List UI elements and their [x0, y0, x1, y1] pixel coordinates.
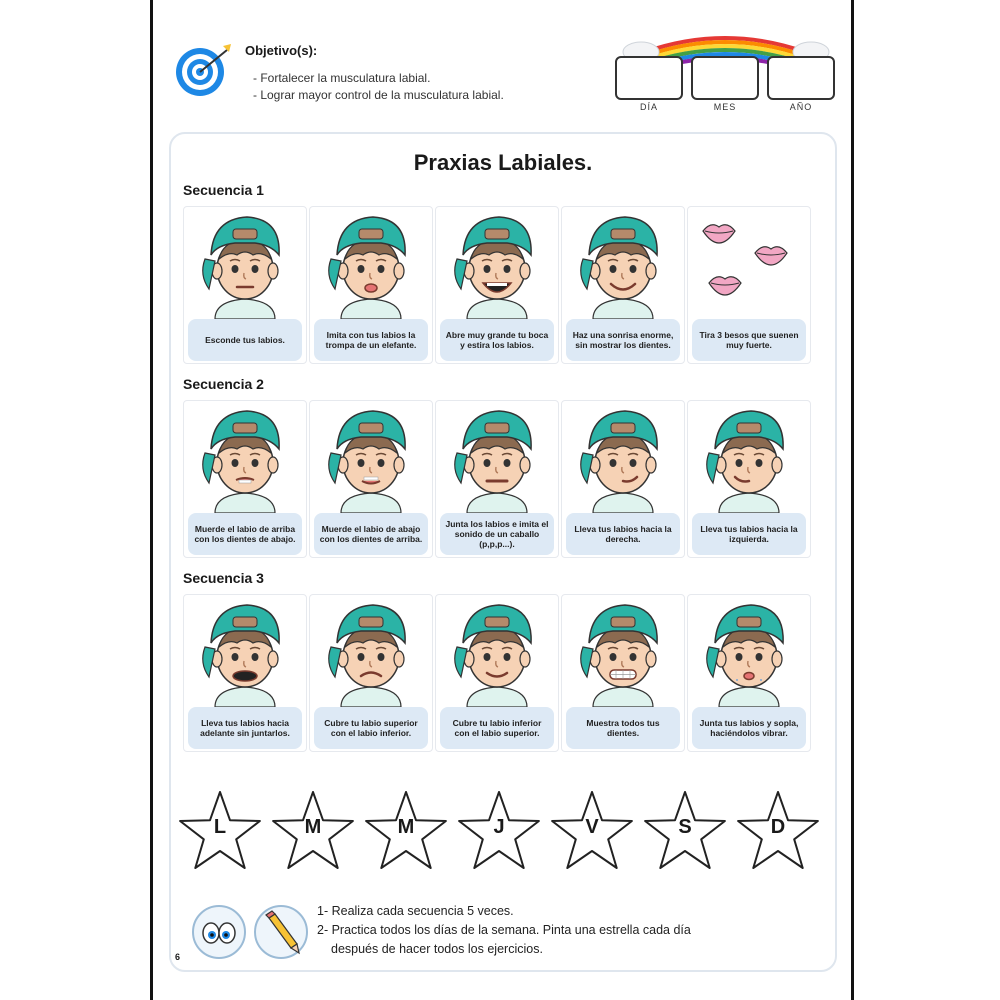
exercise-caption: Lleva tus labios hacia la derecha. [566, 513, 680, 555]
boy-face-icon [573, 209, 673, 319]
exercise-caption: Tira 3 besos que suenen muy fuerte. [692, 319, 806, 361]
boy-face-icon [321, 209, 421, 319]
exercise-tile [435, 206, 559, 364]
exercise-caption: Muerde el labio de arriba con los dientes de abajo. [188, 513, 302, 555]
day-letter: J [493, 816, 505, 838]
exercise-tile [561, 594, 685, 752]
sequence-3-title: Secuencia 3 [183, 570, 264, 586]
date-area [615, 30, 837, 120]
lips-icon [699, 209, 799, 319]
month-box[interactable] [691, 56, 759, 100]
exercise-caption: Lleva tus labios hacia adelante sin juntarlos. [188, 707, 302, 749]
boy-face-icon [195, 597, 295, 707]
year-label: AÑO [789, 102, 813, 112]
day-star[interactable] [177, 788, 263, 874]
sequence-2-title: Secuencia 2 [183, 376, 264, 392]
month-label: MES [713, 102, 737, 112]
exercise-tile [309, 594, 433, 752]
eyes-icon [191, 904, 247, 960]
exercise-caption: Junta los labios e imita el sonido de un caballo (p,p,p...). [440, 513, 554, 555]
exercise-caption: Muerde el labio de abajo con los dientes de arriba. [314, 513, 428, 555]
day-star[interactable] [642, 788, 728, 874]
boy-face-icon [699, 403, 799, 513]
day-letter: V [585, 816, 599, 838]
boy-face-icon [321, 597, 421, 707]
boy-face-icon [195, 209, 295, 319]
exercise-tile [309, 400, 433, 558]
page-title: Praxias Labiales. [413, 150, 593, 175]
day-letter: S [678, 816, 692, 838]
page-number: 6 [175, 952, 181, 962]
boy-face-icon [447, 597, 547, 707]
exercise-tile [687, 400, 811, 558]
exercise-caption: Muestra todos tus dientes. [566, 707, 680, 749]
boy-face-icon [573, 597, 673, 707]
objective-item: - Fortalecer la musculatura labial. [253, 71, 431, 85]
day-letter: L [213, 816, 227, 838]
day-letter: D [770, 816, 786, 838]
boy-face-icon [573, 403, 673, 513]
exercise-tile [561, 400, 685, 558]
exercise-caption: Abre muy grande tu boca y estira los labios. [440, 319, 554, 361]
day-star[interactable] [735, 788, 821, 874]
pencil-icon [253, 904, 309, 960]
exercise-caption: Lleva tus labios hacia la izquierda. [692, 513, 806, 555]
boy-face-icon [195, 403, 295, 513]
exercise-tile [183, 594, 307, 752]
exercise-card [169, 132, 837, 972]
exercise-tile [183, 206, 307, 364]
exercise-tile [183, 400, 307, 558]
year-box[interactable] [767, 56, 835, 100]
instruction-3: después de hacer todos los ejercicios. [331, 942, 543, 956]
exercise-caption: Junta tus labios y sopla, haciéndolos vibrar. [692, 707, 806, 749]
day-box[interactable] [615, 56, 683, 100]
objectives-list [253, 70, 504, 104]
exercise-caption: Imita con tus labios la trompa de un elefante. [314, 319, 428, 361]
day-letter: M [304, 816, 322, 838]
instructions [317, 902, 691, 959]
boy-face-icon [447, 403, 547, 513]
objectives-title: Objetivo(s): [245, 43, 318, 58]
exercise-caption: Esconde tus labios. [188, 319, 302, 361]
day-star[interactable] [549, 788, 635, 874]
exercise-tile [435, 594, 559, 752]
boy-face-icon [699, 597, 799, 707]
objective-item: - Lograr mayor control de la musculatura labial. [253, 88, 504, 102]
exercise-caption: Haz una sonrisa enorme, sin mostrar los dientes. [566, 319, 680, 361]
day-star[interactable] [363, 788, 449, 874]
exercise-tile [561, 206, 685, 364]
boy-face-icon [447, 209, 547, 319]
exercise-caption: Cubre tu labio inferior con el labio superior. [440, 707, 554, 749]
exercise-tile [435, 400, 559, 558]
week-stars [171, 788, 835, 878]
day-star[interactable] [456, 788, 542, 874]
day-letter: M [397, 816, 415, 838]
worksheet-page [150, 0, 854, 1000]
day-star[interactable] [270, 788, 356, 874]
exercise-tile [687, 206, 811, 364]
exercise-tile [687, 594, 811, 752]
instruction-1: 1- Realiza cada secuencia 5 veces. [317, 904, 514, 918]
exercise-tile [309, 206, 433, 364]
target-icon [175, 40, 233, 98]
day-label: DÍA [639, 102, 658, 112]
exercise-caption: Cubre tu labio superior con el labio inferior. [314, 707, 428, 749]
sequence-1-title: Secuencia 1 [183, 182, 264, 198]
boy-face-icon [321, 403, 421, 513]
instruction-2: 2- Practica todos los días de la semana. Pinta una estrella cada día [317, 923, 691, 937]
